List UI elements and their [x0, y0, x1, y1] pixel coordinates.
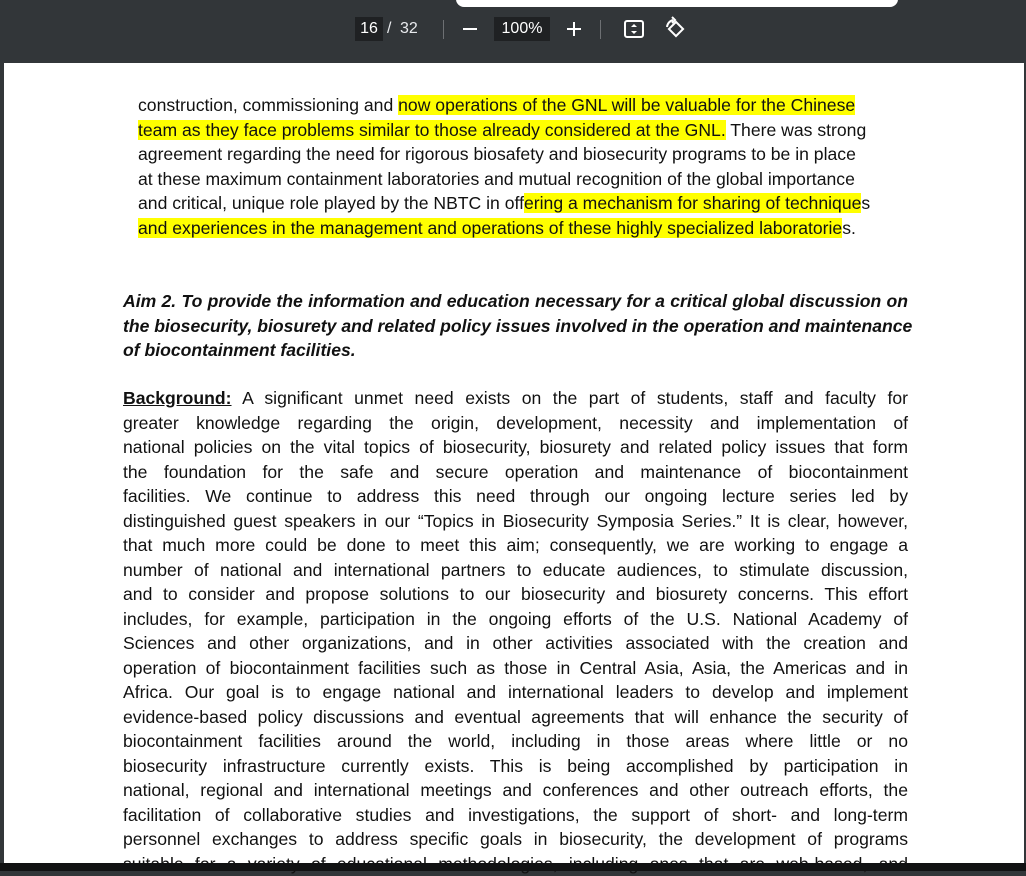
text-line: Aim 2. To provide the information and education necessary for a critical global discussion on	[123, 289, 908, 314]
text-line	[138, 191, 908, 216]
zoom-level-input[interactable]: 100%	[494, 17, 550, 41]
text-span: A significant unmet need exists on the part of students, staff and faculty for	[232, 388, 908, 408]
text-line: the biosecurity, biosurety and related policy issues involved in the operation and maintenance	[123, 314, 908, 339]
text-line: evidence-based policy discussions and eventual agreements that will enhance the security of	[123, 705, 908, 730]
text-line: operation of biocontainment facilities such as those in Central Asia, Asia, the Americas and in	[123, 656, 908, 681]
highlighted-text: team as they face problems similar to those already considered at the GNL.	[138, 120, 726, 140]
text-span: and critical, unique role played by the NBTC in off	[138, 193, 524, 213]
text-line: facilities. We continue to address this need through our ongoing lecture series led by	[123, 484, 908, 509]
text-line: greater knowledge regarding the origin, development, necessity and implementation of	[123, 411, 908, 436]
background-heading: Background:	[123, 388, 232, 408]
toolbar-divider	[600, 20, 601, 39]
paragraph-ngl-collaboration	[138, 93, 908, 240]
text-span: s.	[842, 218, 856, 238]
text-span: construction, commissioning and	[138, 95, 398, 115]
text-line: at these maximum containment laboratories and mutual recognition of the global importance	[138, 167, 908, 192]
fit-to-page-button[interactable]	[621, 17, 647, 41]
text-line: and to consider and propose solutions to our biosecurity and biosurety concerns. This effort	[123, 582, 908, 607]
zoom-in-button[interactable]	[562, 17, 586, 41]
text-line: number of national and international partners to educate audiences, to stimulate discussion,	[123, 558, 908, 583]
background-paragraph	[123, 386, 908, 876]
rotate-button[interactable]	[662, 17, 688, 41]
text-line	[138, 118, 908, 143]
text-line: that much more could be done to meet this aim; consequently, we are working to engage a	[123, 533, 908, 558]
text-line: Sciences and other organizations, and in other activities associated with the creation and	[123, 631, 908, 656]
text-line: of biocontainment facilities.	[123, 338, 908, 363]
highlighted-text: and experiences in the management and operations of these highly specialized laboratorie	[138, 218, 842, 238]
zoom-out-button[interactable]	[458, 17, 482, 41]
text-line: Africa. Our goal is to engage national and international leaders to develop and implement	[123, 680, 908, 705]
bottom-edge	[0, 863, 1026, 871]
text-line: agreement regarding the need for rigorous biosafety and biosecurity programs to be in place	[138, 142, 908, 167]
text-line: the foundation for the safe and secure operation and maintenance of biocontainment	[123, 460, 908, 485]
text-line: distinguished guest speakers in our “Topics in Biosecurity Symposia Series.” It is clear, however,	[123, 509, 908, 534]
aim-2-heading	[123, 289, 908, 363]
text-line: personnel exchanges to address specific goals in biosecurity, the development of programs	[123, 827, 908, 852]
total-pages: 32	[400, 17, 418, 41]
text-line: biosecurity infrastructure currently exists. This is being accomplished by participation in	[123, 754, 908, 779]
text-line: includes, for example, participation in the ongoing efforts of the U.S. National Academy of	[123, 607, 908, 632]
plus-icon	[566, 21, 582, 37]
text-line	[123, 386, 908, 411]
find-bar[interactable]	[456, 0, 898, 7]
rotate-icon	[663, 17, 687, 41]
text-line: national, regional and international meetings and conferences and other outreach efforts, the	[123, 778, 908, 803]
text-span: There was strong	[726, 120, 867, 140]
highlighted-text: now operations of the GNL will be valuable for the Chinese	[398, 95, 855, 115]
text-line: national policies on the vital topics of biosecurity, biosurety and related policy issues that form	[123, 435, 908, 460]
text-line	[138, 93, 908, 118]
current-page-input[interactable]: 16	[355, 17, 383, 41]
minus-icon	[462, 21, 478, 37]
page-separator: /	[387, 17, 391, 41]
text-line: biocontainment facilities around the world, including in those areas where little or no	[123, 729, 908, 754]
toolbar-divider	[443, 20, 444, 39]
pdf-toolbar	[0, 0, 1026, 63]
fit-to-page-icon	[623, 19, 645, 39]
highlighted-text: ering a mechanism for sharing of technique	[524, 193, 861, 213]
text-line: facilitation of collaborative studies and investigations, the support of short- and long-term	[123, 803, 908, 828]
pdf-page	[4, 63, 1024, 863]
text-line	[138, 216, 908, 241]
text-span: s	[861, 193, 870, 213]
